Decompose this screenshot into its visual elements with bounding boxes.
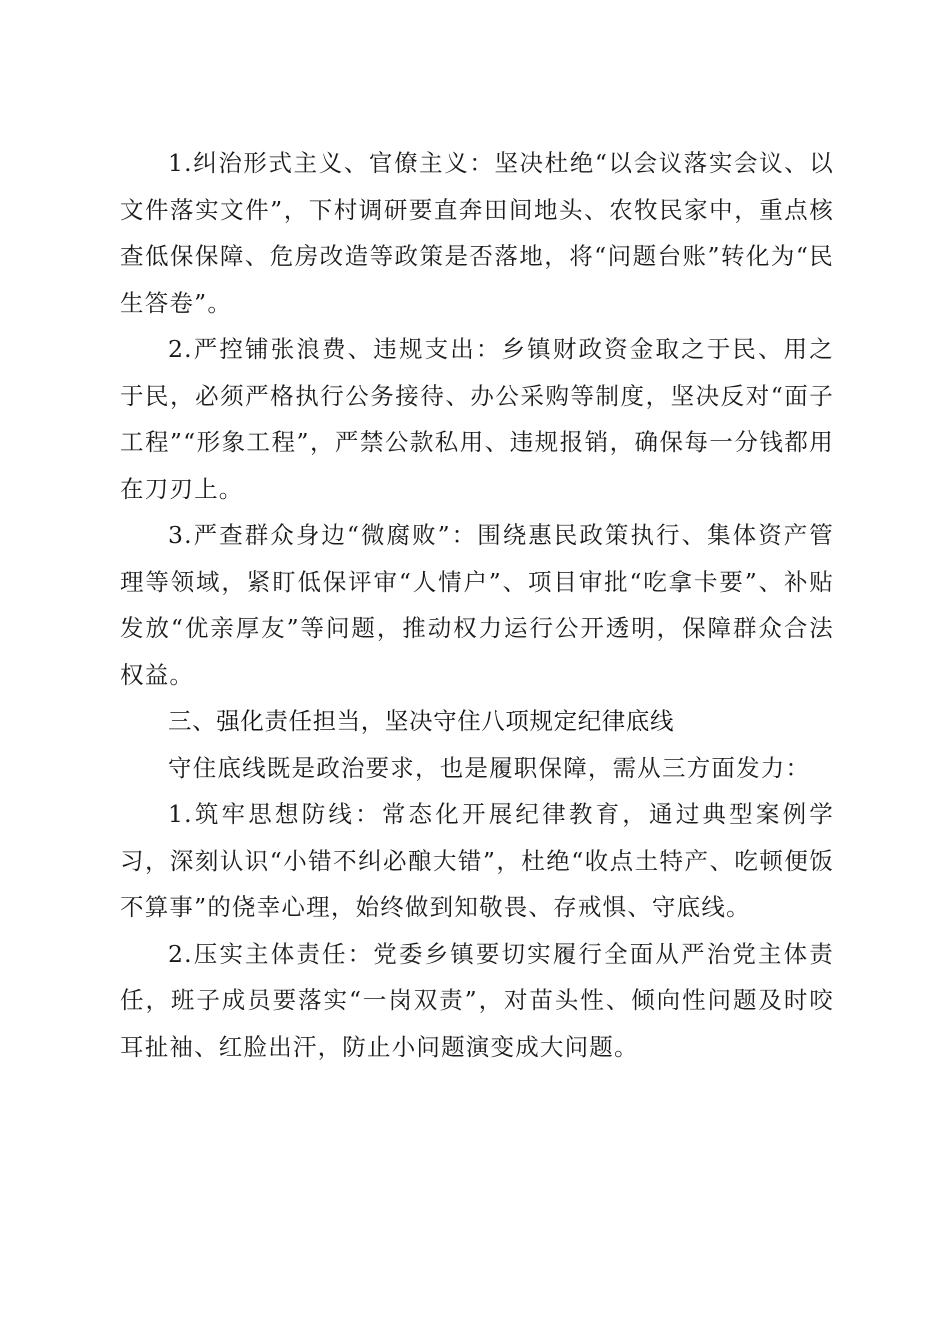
paragraph-item-3-micro-corruption: 3.严查群众身边“微腐败”：围绕惠民政策执行、集体资产管理等领域，紧盯低保评审“人情户”、项目审批“吃拿卡要”、补贴发放“优亲厚友”等问题，推动权力运行公开透明，保障群众合法权益。 — [120, 521, 834, 689]
paragraph-item-1-ideology: 1.筑牢思想防线：常态化开展纪律教育，通过典型案例学习，深刻认识“小错不纠必酿大错”，杜绝“收点土特产、吃顿便饭不算事”的侥幸心理，始终做到知敬畏、存戒惧、守底线。 — [120, 800, 834, 921]
paragraph-item-2-extravagance: 2.严控铺张浪费、违规支出：乡镇财政资金取之于民、用之于民，必须严格执行公务接待、办公采购等制度，坚决反对“面子工程”“形象工程”，严禁公款私用、违规报销，确保每一分钱都用在刀刃上。 — [120, 335, 834, 503]
paragraph-section-intro: 守住底线既是政治要求，也是履职保障，需从三方面发力： — [168, 753, 811, 782]
paragraph-item-1-formalism: 1.纠治形式主义、官僚主义：坚决杜绝“以会议落实会议、以文件落实文件”，下村调研要直奔田间地头、农牧民家中，重点核查低保保障、危房改造等政策是否落地，将“问题台账”转化为“民生答卷”。 — [120, 149, 834, 317]
section-heading-three: 三、强化责任担当，坚决守住八项规定纪律底线 — [168, 707, 675, 735]
document-page — [120, 140, 834, 1070]
paragraph-item-2-responsibility: 2.压实主体责任：党委乡镇要切实履行全面从严治党主体责任，班子成员要落实“一岗双责”，对苗头性、倾向性问题及时咬耳扯袖、红脸出汗，防止小问题演变成大问题。 — [120, 939, 834, 1061]
